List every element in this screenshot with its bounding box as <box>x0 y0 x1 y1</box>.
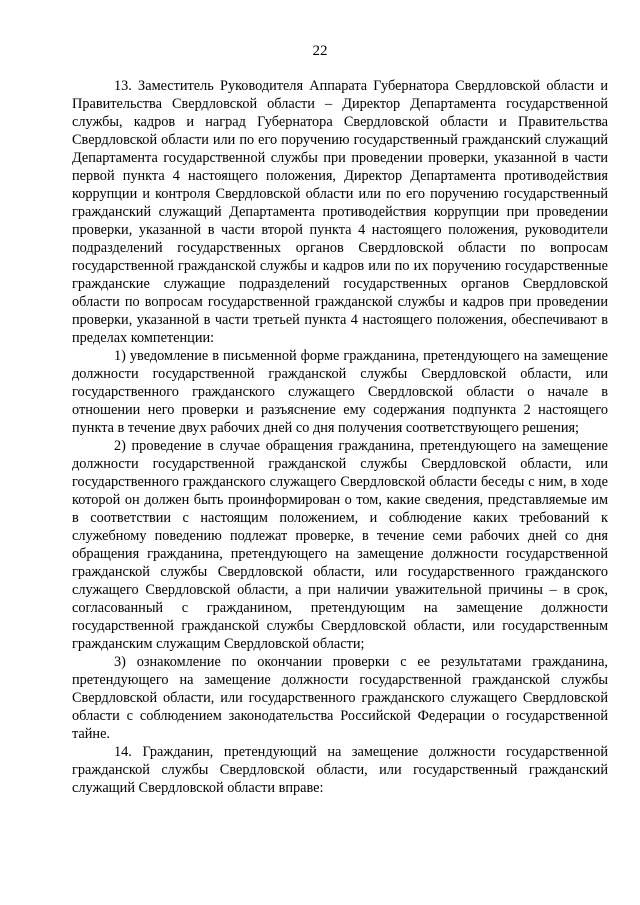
subparagraph-2: 2) проведение в случае обращения гражданина, претендующего на замещение должности государственной гражданской службы Свердловской области, или государственного гражданского служащего Свердловской области беседы с ним, в ходе которой он должен быть проинформирован о том, какие сведения, представляемые им в соответствии с настоящим положением, и соблюдение каких требований к служебному поведению подлежат проверке, в течение семи рабочих дней со дня обращения гражданина, претендующего на замещение должности государственной гражданской службы Свердловской области, или государственного гражданского служащего Свердловской области, а при наличии уважительной причины – в срок, согласованный с гражданином, претендующим на замещение должности государственной гражданской службы Свердловской области, или государственным гражданским служащим Свердловской области; <box>72 438 608 652</box>
paragraph-13: 13. Заместитель Руководителя Аппарата Губернатора Свердловской области и Правительства Свердловской области – Директор Департамента государственной службы, кадров и наград Губернатора Свердловской области и Правительства Свердловской области или по его поручению государственный гражданский служащий Департамента государственной службы при проведении проверки, указанной в части первой пункта 4 настоящего положения, Директор Департамента противодействия коррупции и контроля Свердловской области или по его поручению государственный гражданский служащий Департамента противодействия коррупции при проведении проверки, указанной в части второй пункта 4 настоящего положения, руководители подразделений государственных органов Свердловской области по вопросам государственной гражданской службы и кадров или по их поручению государственные гражданские служащие подразделений государственных органов Свердловской области по вопросам государственной гражданской службы и кадров при проведении проверки, указанной в части третьей пункта 4 настоящего положения, обеспечивают в пределах компетенции: <box>72 78 608 346</box>
paragraph-14: 14. Гражданин, претендующий на замещение должности государственной гражданской службы Свердловской области, или государственный гражданский служащий Свердловской области вправе: <box>72 744 608 796</box>
document-body <box>72 77 608 797</box>
subparagraph-1: 1) уведомление в письменной форме гражданина, претендующего на замещение должности государственной гражданской службы Свердловской области, или государственного гражданского служащего Свердловской области о начале в отношении него проверки и разъяснение ему содержания подпункта 2 настоящего пункта в течение двух рабочих дней со дня получения соответствующего решения; <box>72 348 608 436</box>
page-number: 22 <box>312 43 328 59</box>
subparagraph-3: 3) ознакомление по окончании проверки с ее результатами гражданина, претендующего на замещение должности государственной гражданской службы Свердловской области, или государственного гражданского служащего Свердловской области с соблюдением законодательства Российской Федерации о государственной тайне. <box>72 654 608 742</box>
